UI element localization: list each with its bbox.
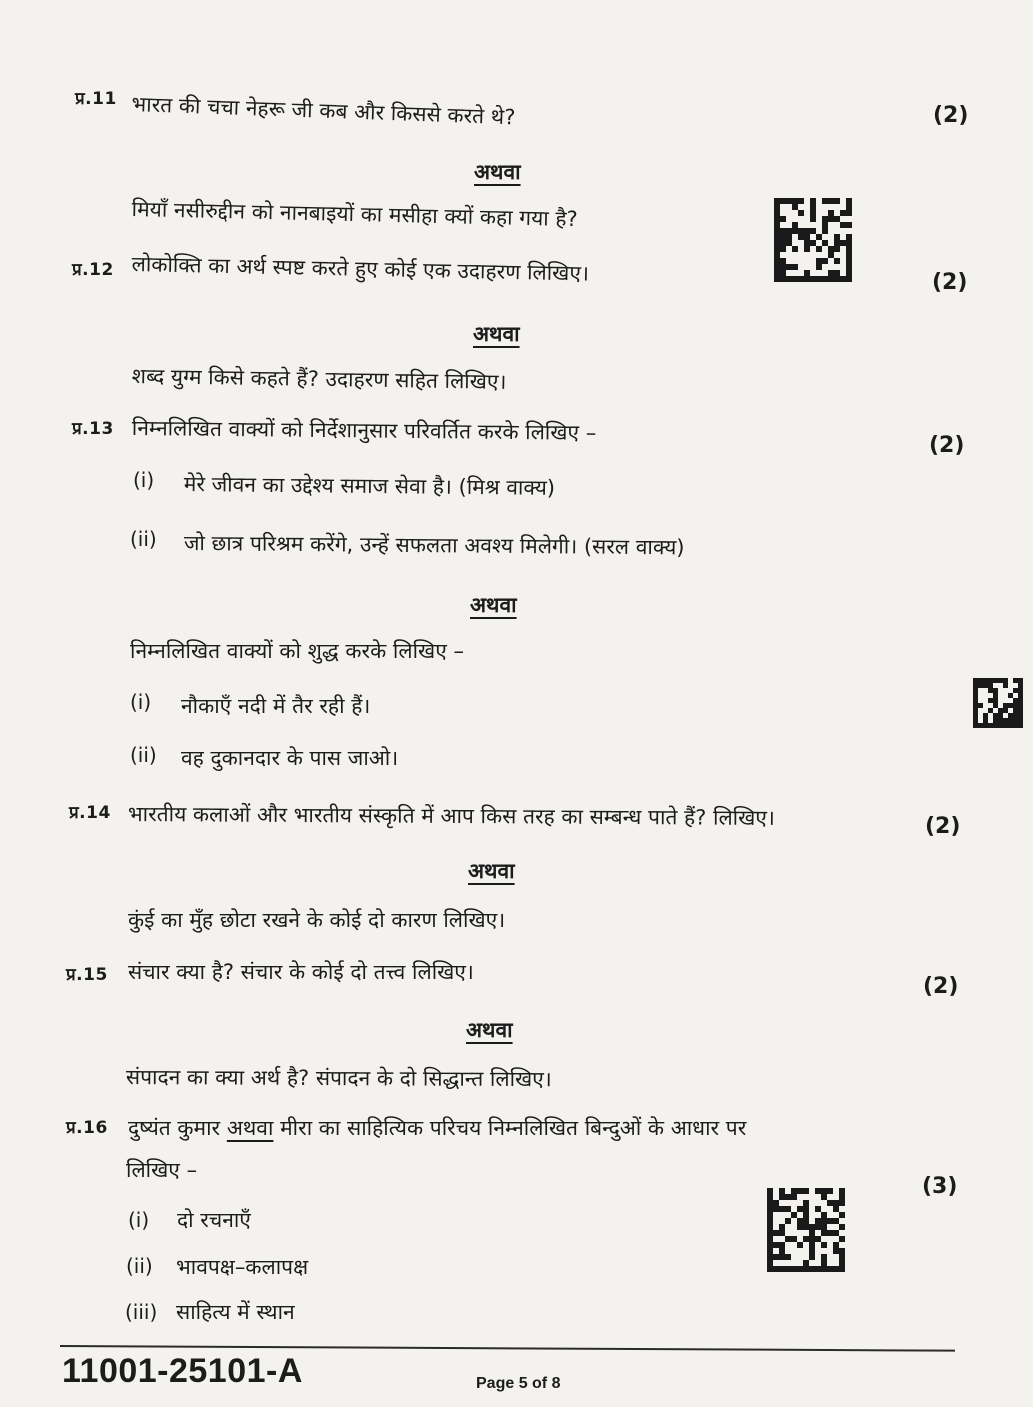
qr-code-1 xyxy=(774,198,852,282)
q12-marks: (2) xyxy=(932,270,968,295)
q12-alternative: शब्द युग्म किसे कहते हैं? उदाहरण सहित लिखिए। xyxy=(131,363,507,394)
q16-question-line-1 xyxy=(128,1114,746,1142)
q16-question-line-2: लिखिए – xyxy=(126,1158,198,1182)
q13-item-2-number: (ii) xyxy=(130,527,157,551)
q16-or-inline: अथवा xyxy=(226,1116,274,1140)
q14-or-label: अथवा xyxy=(468,859,515,883)
q11-alternative: मियाँ नसीरुद्दीन को नानबाइयों का मसीहा क्यों कहा गया है? xyxy=(131,196,578,232)
paper-code: 11001-25101-A xyxy=(62,1352,303,1390)
q14-number: प्र.14 xyxy=(69,803,111,823)
footer-rule xyxy=(60,1345,955,1352)
q15-marks: (2) xyxy=(923,974,959,999)
q13-item-1: मेरे जीवन का उद्देश्य समाज सेवा है। (मिश्र वाक्य) xyxy=(183,471,556,500)
q16-item-3-number: (iii) xyxy=(125,1300,158,1324)
q14-question: भारतीय कलाओं और भारतीय संस्कृति में आप किस तरह का सम्बन्ध पाते हैं? लिखिए। xyxy=(127,801,775,830)
page-number: Page 5 of 8 xyxy=(476,1375,561,1392)
q16-marks: (3) xyxy=(922,1174,958,1199)
q15-number: प्र.15 xyxy=(66,965,108,985)
q16-item-2-number: (ii) xyxy=(126,1254,153,1278)
q16-item-1-number: (i) xyxy=(128,1208,150,1232)
q11-question: भारत की चचा नेहरू जी कब और किससे करते थे? xyxy=(131,91,516,130)
q15-question: संचार क्या है? संचार के कोई दो तत्त्व लिखिए। xyxy=(128,960,474,984)
q14-marks: (2) xyxy=(925,814,961,839)
q16-item-1: दो रचनाएँ xyxy=(177,1208,251,1232)
q13-alt-item-2: वह दुकानदार के पास जाओ। xyxy=(181,746,399,770)
q16-item-2: भावपक्ष–कलापक्ष xyxy=(176,1255,309,1279)
q16-question-rest: मीरा का साहित्यिक परिचय निम्नलिखित बिन्दुओं के आधार पर xyxy=(280,1116,747,1140)
q15-or-label: अथवा xyxy=(466,1018,513,1042)
q11-marks: (2) xyxy=(933,103,969,128)
q15-alternative: संपादन का क्या अर्थ है? संपादन के दो सिद्धान्त लिखिए। xyxy=(125,1065,552,1092)
qr-code-small xyxy=(973,678,1023,728)
q11-or-label: अथवा xyxy=(474,160,521,184)
q13-alt-item-1: नौकाएँ नदी में तैर रही हैं। xyxy=(181,694,371,718)
q16-number: प्र.16 xyxy=(66,1118,108,1138)
q12-or-label: अथवा xyxy=(473,322,520,346)
q12-question: लोकोक्ति का अर्थ स्पष्ट करते हुए कोई एक उदाहरण लिखिए। xyxy=(131,251,590,286)
q11-number: प्र.11 xyxy=(75,89,117,109)
q13-alt-item-2-number: (ii) xyxy=(130,743,157,767)
q16-item-3: साहित्य में स्थान xyxy=(176,1300,295,1324)
q13-item-1-number: (i) xyxy=(133,468,155,492)
q13-number: प्र.13 xyxy=(72,419,114,439)
q12-number: प्र.12 xyxy=(72,260,114,280)
qr-code-2 xyxy=(767,1188,845,1276)
q13-item-2: जो छात्र परिश्रम करेंगे, उन्हें सफलता अवश्य मिलेगी। (सरल वाक्य) xyxy=(183,530,685,560)
q13-marks: (2) xyxy=(929,433,965,458)
q13-question: निम्नलिखित वाक्यों को निर्देशानुसार परिवर्तित करके लिखिए – xyxy=(131,415,597,445)
q16-poet-1: दुष्यंत कुमार xyxy=(128,1116,221,1140)
q13-alt-item-1-number: (i) xyxy=(130,690,152,714)
q13-alternative: निम्नलिखित वाक्यों को शुद्ध करके लिखिए – xyxy=(130,639,464,663)
q14-alternative: कुंई का मुँह छोटा रखने के कोई दो कारण लिखिए। xyxy=(128,908,506,932)
q13-or-label: अथवा xyxy=(470,593,517,617)
